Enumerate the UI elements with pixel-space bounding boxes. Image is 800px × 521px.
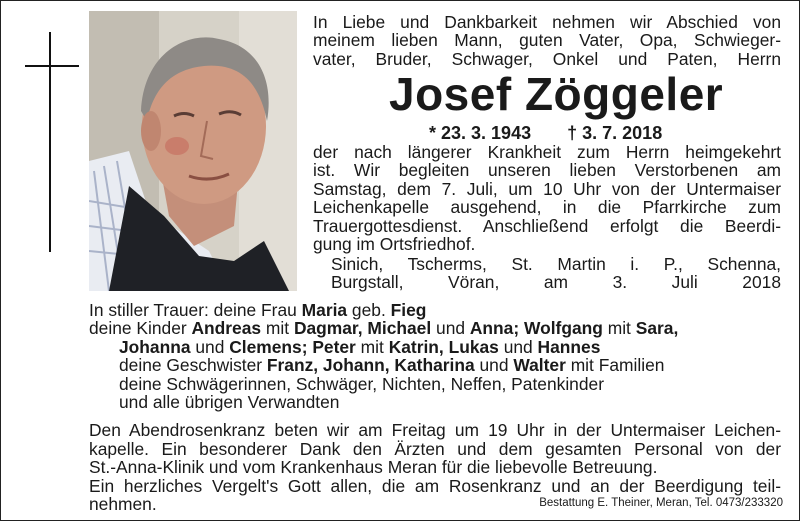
closing-line: Den Abendrosenkranz beten wir am Freitag um 19 Uhr in der Untermaiser Leichen-: [89, 420, 781, 440]
funeral-line: gung im Ortsfriedhof.: [313, 233, 476, 254]
mourner-name: Walter: [513, 355, 566, 376]
mourner-text: mit: [602, 318, 636, 339]
mourner-name: Fieg: [390, 300, 427, 320]
funeral-text: [313, 143, 781, 253]
cross-icon-bar: [25, 65, 79, 67]
closing-line: kapelle. Ein besonderer Dank den Ärzten und dem gesamten Personal von der: [89, 438, 781, 459]
mourner-line: [89, 356, 678, 374]
mourner-text: und: [431, 318, 470, 339]
mourner-name: Franz, Johann, Katharina: [266, 355, 475, 376]
mourner-text: und: [190, 336, 230, 357]
life-dates: [429, 123, 662, 144]
mourners-list: [89, 301, 678, 411]
mourner-name: Maria: [301, 300, 348, 320]
mourner-name: Anna; Wolfgang: [469, 318, 603, 339]
mourner-text: deine Kinder: [89, 318, 192, 339]
place-line: Sinich, Tscherms, St. Martin i. P., Schenna,: [331, 254, 781, 274]
intro-line: vater, Bruder, Schwager, Onkel und Paten, Herrn: [313, 48, 781, 69]
death-date: † 3. 7. 2018: [567, 123, 663, 143]
mourner-name: Katrin, Lukas: [388, 336, 499, 357]
mourner-name: Andreas: [191, 318, 262, 339]
intro-text: [313, 13, 781, 68]
mourner-name: Clemens; Peter: [229, 336, 356, 357]
mourner-name: Sara,: [635, 318, 679, 339]
mourner-text: In stiller Trauer: deine Frau: [89, 300, 302, 320]
birth-date: * 23. 3. 1943: [429, 123, 532, 143]
mourner-line: und alle übrigen Verwandten: [119, 392, 340, 413]
place-line: Burgstall, Vöran, am 3. Juli 2018: [331, 272, 781, 293]
portrait-photo: [89, 11, 297, 291]
closing-line: Ein herzliches Vergelt's Gott allen, die am Rosenkranz und an der Beerdigung teil-: [89, 475, 781, 496]
mourner-name: Dagmar, Michael: [293, 318, 432, 339]
mourner-text: und: [498, 336, 538, 357]
intro-line: meinem lieben Mann, guten Vater, Opa, Schwieger-: [313, 30, 781, 51]
funeral-home-contact: Bestattung E. Theiner, Meran, Tel. 0473/233320: [539, 497, 783, 509]
mourner-name: Johanna: [119, 336, 191, 357]
closing-line: nehmen.: [89, 494, 157, 515]
mourner-line: [89, 301, 678, 319]
funeral-line: der nach längerer Krankheit zum Herrn heimgekehrt: [313, 142, 781, 162]
funeral-line: Leichenkapelle ausgehend, in die Pfarrkirche zum: [313, 197, 781, 218]
mourner-line: [89, 319, 678, 337]
mourner-text: und: [474, 355, 514, 376]
mourner-text: mit: [355, 336, 389, 357]
mourner-text: mit: [261, 318, 294, 339]
mourner-line: [89, 338, 678, 356]
mourner-text: mit Familien: [565, 355, 665, 376]
funeral-line: Trauergottesdienst. Anschließend erfolgt die Beerdi-: [313, 215, 781, 236]
closing-line: St.-Anna-Klinik und vom Krankenhaus Meran für die liebevolle Betreuung.: [89, 457, 658, 478]
mourner-text: deine Geschwister: [119, 355, 267, 376]
mourner-name: Hannes: [537, 336, 601, 357]
funeral-line: Samstag, dem 7. Juli, um 10 Uhr von der Untermaiser: [313, 178, 781, 199]
mourner-line: deine Schwägerinnen, Schwäger, Nichten, Neffen, Patenkinder: [119, 373, 604, 394]
place-date: [331, 255, 781, 292]
intro-line: In Liebe und Dankbarkeit nehmen wir Abschied von: [313, 12, 781, 32]
mourner-text: geb.: [347, 300, 391, 320]
funeral-line: ist. Wir begleiten unseren lieben Verstorbenen am: [313, 160, 781, 181]
deceased-name: Josef Zöggeler: [389, 68, 724, 120]
